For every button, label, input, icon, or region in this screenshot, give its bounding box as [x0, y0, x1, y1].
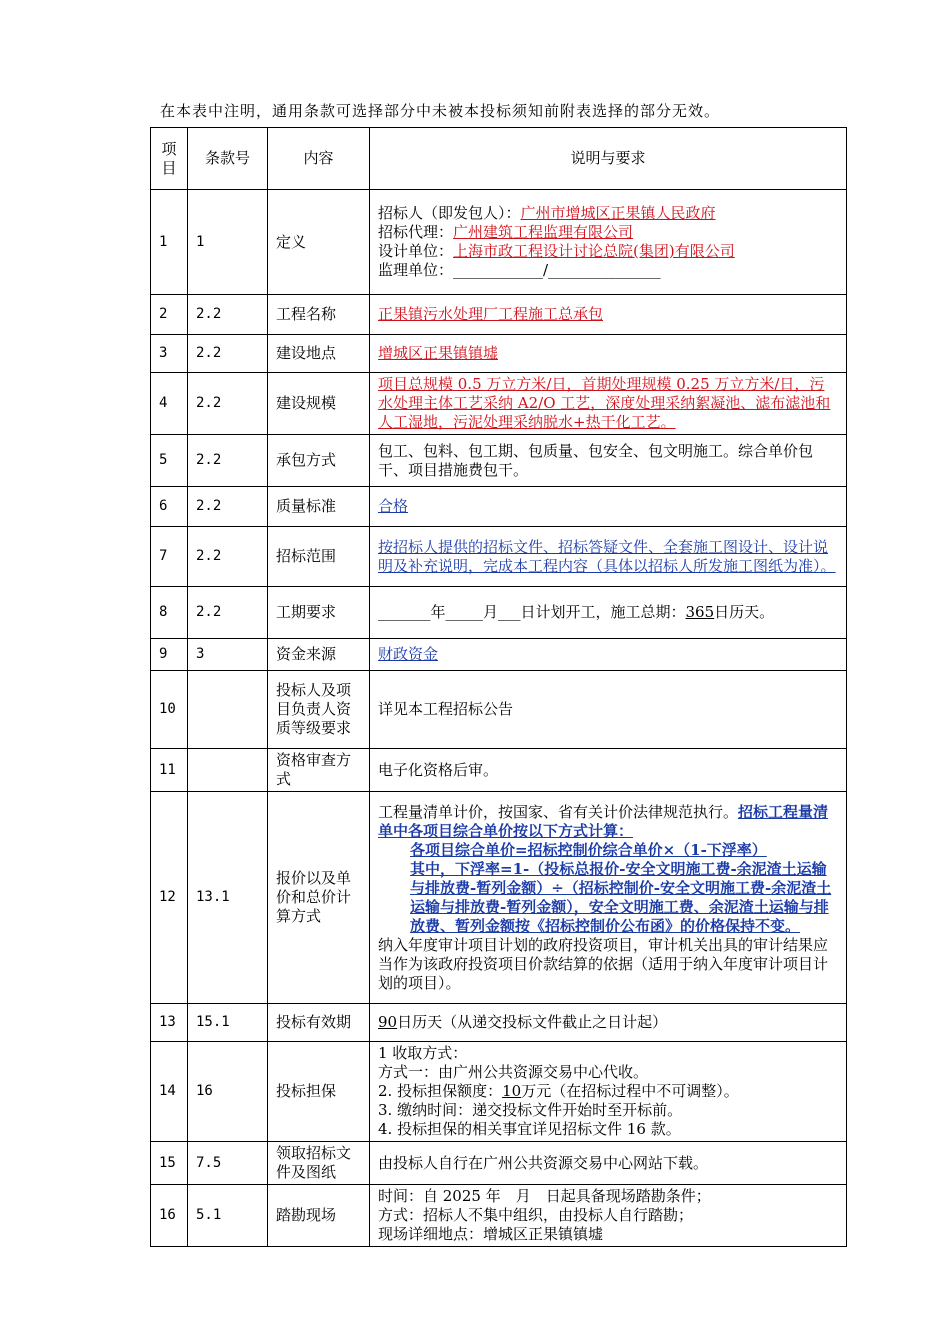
- supervisor-value: ____________/_______________: [453, 261, 661, 279]
- row-number: 2: [151, 295, 188, 335]
- row-clause: [188, 749, 268, 792]
- row-clause: 2.2: [188, 435, 268, 487]
- row-clause: 3: [188, 639, 268, 671]
- row-number: 6: [151, 487, 188, 527]
- row-description: [370, 295, 847, 335]
- header-clause: 条款号: [188, 128, 268, 190]
- pricing-intro: 工程量清单计价，按国家、省有关计价法律规范执行。: [378, 802, 739, 821]
- bid-info-table: [150, 127, 847, 1247]
- fund-source: 财政资金: [378, 645, 439, 663]
- guarantee-method: 方式一：由广州公共资源交易中心代收。: [378, 1063, 649, 1081]
- bid-scope: 按招标人提供的招标文件、招标答疑文件、全套施工图设计、设计说明及补充说明，完成本工程内容（具体以招标人所发施工图纸为准）。: [378, 537, 836, 575]
- table-row: [151, 435, 847, 487]
- table-row: [151, 335, 847, 373]
- discount-rate-formula: 其中，下浮率=1-（投标总报价-安全文明施工费-余泥渣土运输与排放费-暂列金额）÷（招标控制价-安全文明施工费-余泥渣土运输与排放费-暂列金额），安全文明施工费、余泥渣土运输与排放费、暂列金额按《招标控制价公布函》的价格保持不变。: [410, 859, 832, 935]
- row-number: 9: [151, 639, 188, 671]
- pricing-method-heading: 招标工程量清单中各项目综合单价按以下方式计算：: [378, 802, 829, 840]
- row-content: 投标人及项目负责人资质等级要求: [268, 671, 370, 749]
- row-clause: [188, 671, 268, 749]
- guarantee-amount-label: 2. 投标担保额度：: [378, 1082, 503, 1100]
- row-description: 详见本工程招标公告: [370, 671, 847, 749]
- row-content: 建设地点: [268, 335, 370, 373]
- row-content: 踏勘现场: [268, 1185, 370, 1247]
- row-description: 由投标人自行在广州公共资源交易中心网站下载。: [370, 1142, 847, 1185]
- row-clause: 2.2: [188, 587, 268, 639]
- row-content: 定义: [268, 190, 370, 295]
- project-name: 正果镇污水处理厂工程施工总承包: [378, 305, 604, 323]
- row-clause: 15.1: [188, 1004, 268, 1042]
- quality-standard: 合格: [378, 497, 409, 515]
- row-clause: 2.2: [188, 527, 268, 587]
- table-row: [151, 671, 847, 749]
- row-clause: 2.2: [188, 487, 268, 527]
- row-description: [370, 1042, 847, 1142]
- table-row: [151, 1185, 847, 1247]
- row-description: 包工、包料、包工期、包质量、包安全、包文明施工。综合单价包干、项目措施费包干。: [370, 435, 847, 487]
- row-content: 招标范围: [268, 527, 370, 587]
- row-description: [370, 639, 847, 671]
- table-row: [151, 792, 847, 1004]
- table-row: [151, 527, 847, 587]
- row-number: 1: [151, 190, 188, 295]
- row-clause: 16: [188, 1042, 268, 1142]
- row-number: 13: [151, 1004, 188, 1042]
- row-content: 质量标准: [268, 487, 370, 527]
- row-clause: 2.2: [188, 335, 268, 373]
- row-content: 资金来源: [268, 639, 370, 671]
- row-number: 4: [151, 373, 188, 435]
- row-description: [370, 587, 847, 639]
- table-row: [151, 487, 847, 527]
- row-content: 承包方式: [268, 435, 370, 487]
- tenderer-label: 招标人（即发包人）：: [378, 204, 521, 222]
- row-description: [370, 792, 847, 1004]
- row-number: 14: [151, 1042, 188, 1142]
- agent-label: 招标代理：: [378, 223, 454, 241]
- row-content: 工程名称: [268, 295, 370, 335]
- table-row: [151, 639, 847, 671]
- table-row: [151, 373, 847, 435]
- header-description: 说明与要求: [370, 128, 847, 190]
- tenderer-value: 广州市增城区正果镇人民政府: [520, 204, 716, 222]
- table-row: [151, 190, 847, 295]
- row-number: 11: [151, 749, 188, 792]
- row-number: 15: [151, 1142, 188, 1185]
- row-clause: 13.1: [188, 792, 268, 1004]
- row-number: 5: [151, 435, 188, 487]
- validity-days: 90: [378, 1013, 398, 1031]
- row-description: 电子化资格后审。: [370, 749, 847, 792]
- row-description: [370, 373, 847, 435]
- row-number: 12: [151, 792, 188, 1004]
- site-visit-method: 方式：招标人不集中组织，由投标人自行踏勘；: [378, 1206, 694, 1224]
- guarantee-amount: 10: [502, 1082, 522, 1100]
- row-content: 建设规模: [268, 373, 370, 435]
- agent-value: 广州建筑工程监理有限公司: [453, 223, 634, 241]
- row-content: 投标有效期: [268, 1004, 370, 1042]
- supervisor-label: 监理单位：: [378, 261, 454, 279]
- validity-unit: 日历天（从递交投标文件截止之日计起）: [397, 1013, 668, 1031]
- guarantee-collection: 1 收取方式：: [378, 1044, 468, 1062]
- unit-price-formula: 各项目综合单价=招标控制价综合单价×（1-下浮率）: [410, 840, 767, 859]
- header-item: 项目: [151, 128, 188, 190]
- schedule-start: _______年_____月___日计划开工，施工总期：: [378, 603, 686, 621]
- project-scale: 项目总规模 0.5 万立方米/日，首期处理规模 0.25 万立方米/日，污水处理主体工艺采纳 A2/O 工艺，深度处理采纳絮凝池、滤布滤池和人工湿地，污泥处理采纳脱水+热干化工艺。: [378, 375, 831, 431]
- audit-note: 纳入年度审计项目计划的政府投资项目，审计机关出具的审计结果应当作为该政府投资项目价款结算的依据（适用于纳入年度审计项目计划的项目）。: [378, 935, 829, 992]
- row-description: [370, 487, 847, 527]
- table-row: [151, 1142, 847, 1185]
- row-number: 16: [151, 1185, 188, 1247]
- guarantee-time: 3. 缴纳时间：递交投标文件开始时至开标前。: [378, 1101, 683, 1119]
- row-clause: 7.5: [188, 1142, 268, 1185]
- table-row: [151, 587, 847, 639]
- row-description: [370, 1004, 847, 1042]
- intro-note: 在本表中注明，通用条款可选择部分中未被本投标须知前附表选择的部分无效。: [160, 102, 721, 120]
- table-header-row: [151, 128, 847, 190]
- row-number: 10: [151, 671, 188, 749]
- row-content: 资格审查方式: [268, 749, 370, 792]
- project-location: 增城区正果镇镇墟: [378, 344, 499, 362]
- row-number: 8: [151, 587, 188, 639]
- row-description: [370, 1185, 847, 1247]
- row-description: [370, 527, 847, 587]
- header-content: 内容: [268, 128, 370, 190]
- table-row: [151, 1042, 847, 1142]
- designer-label: 设计单位：: [378, 242, 454, 260]
- row-clause: 2.2: [188, 373, 268, 435]
- guarantee-details: 4. 投标担保的相关事宜详见招标文件 16 款。: [378, 1120, 681, 1138]
- row-number: 3: [151, 335, 188, 373]
- table-row: [151, 1004, 847, 1042]
- site-visit-location: 现场详细地点：增城区正果镇镇墟: [378, 1225, 604, 1243]
- table-row: [151, 295, 847, 335]
- designer-value: 上海市政工程设计讨论总院(集团)有限公司: [453, 242, 735, 260]
- row-number: 7: [151, 527, 188, 587]
- schedule-days: 365: [685, 603, 715, 621]
- table-row: [151, 749, 847, 792]
- guarantee-amount-unit: 万元（在招标过程中不可调整）。: [521, 1082, 739, 1100]
- site-visit-time: 时间：自 2025 年 月 日起具备现场踏勘条件；: [378, 1187, 711, 1205]
- row-description: [370, 190, 847, 295]
- schedule-unit: 日历天。: [714, 603, 775, 621]
- row-content: 投标担保: [268, 1042, 370, 1142]
- row-content: 报价以及单价和总价计算方式: [268, 792, 370, 1004]
- row-clause: 2.2: [188, 295, 268, 335]
- row-content: 领取招标文件及图纸: [268, 1142, 370, 1185]
- row-content: 工期要求: [268, 587, 370, 639]
- row-clause: 1: [188, 190, 268, 295]
- row-description: [370, 335, 847, 373]
- row-clause: 5.1: [188, 1185, 268, 1247]
